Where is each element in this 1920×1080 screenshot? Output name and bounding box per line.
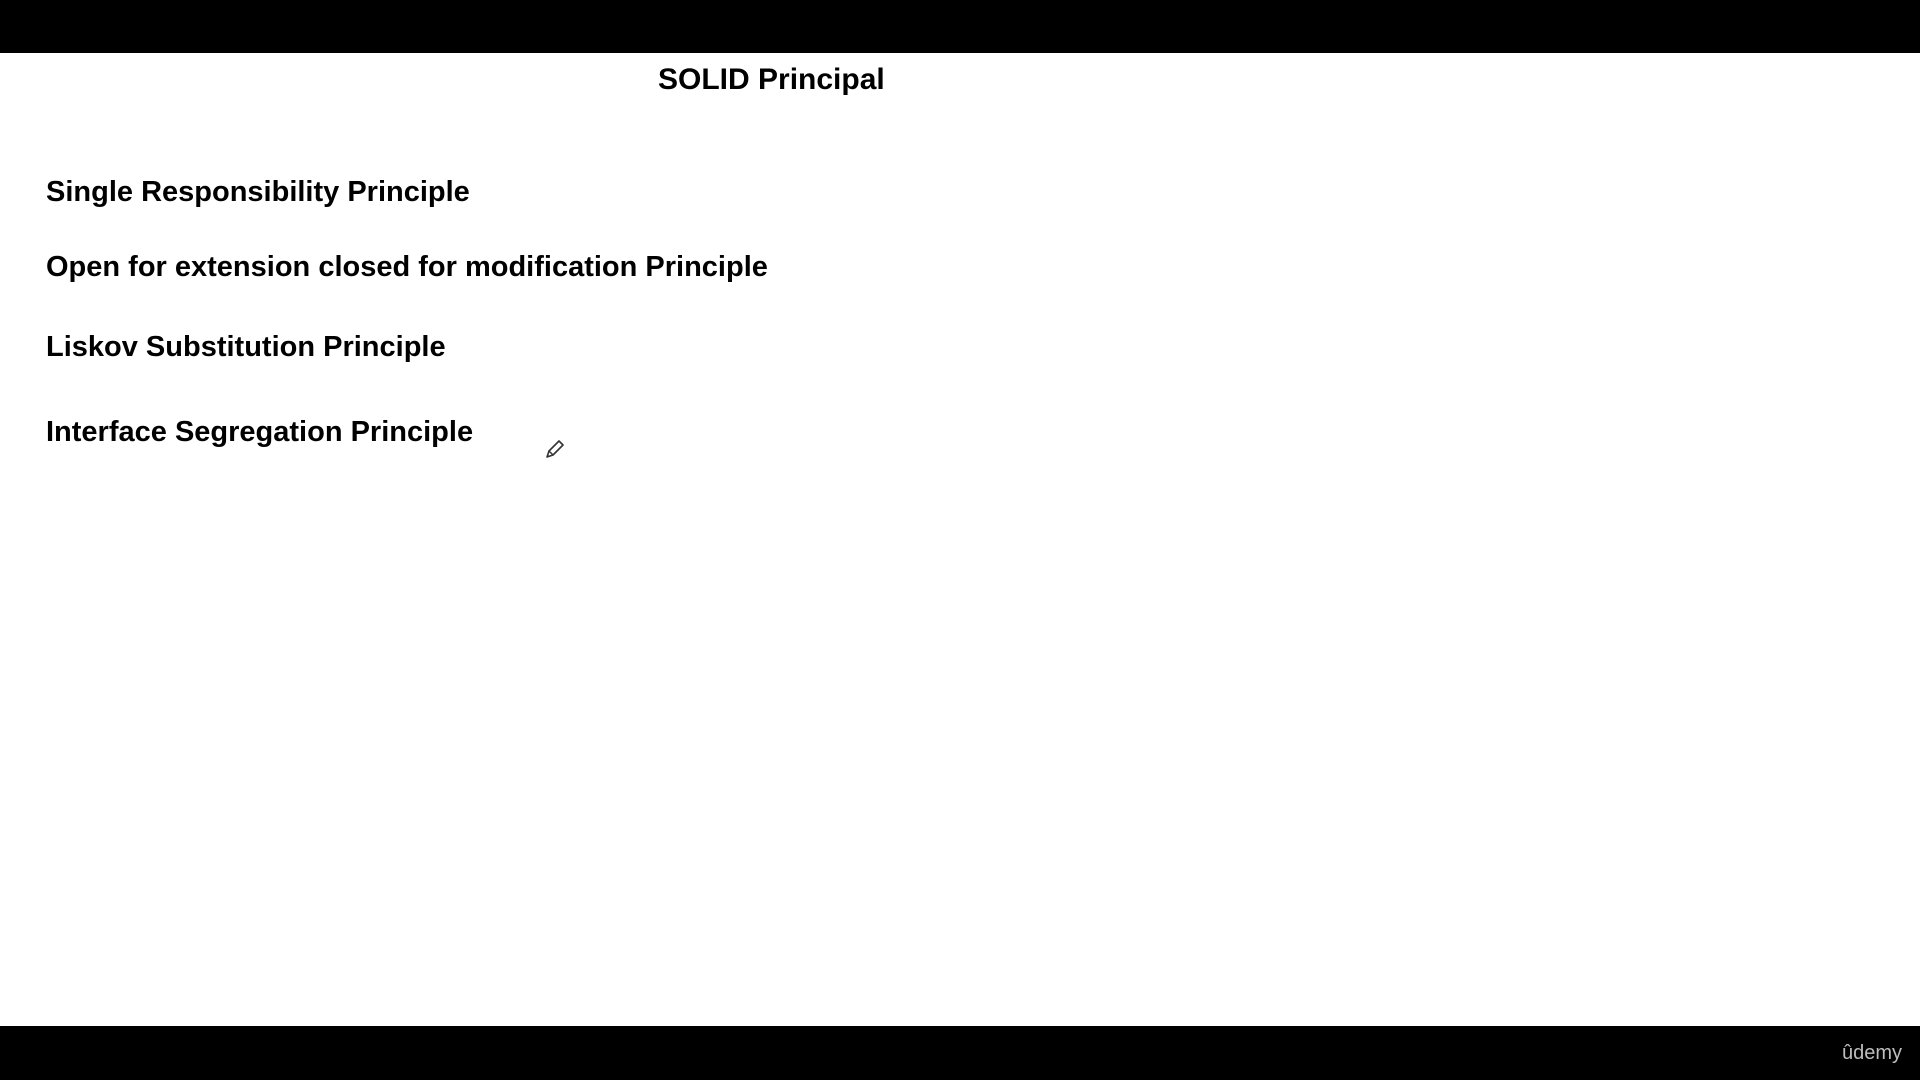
pen-icon	[543, 437, 567, 461]
udemy-brand-logo: ûdemy	[1841, 1042, 1902, 1064]
principle-item-open-closed: Open for extension closed for modification Principle	[46, 251, 768, 283]
slide-canvas	[0, 53, 1920, 1026]
principle-item-liskov-substitution: Liskov Substitution Principle	[46, 331, 446, 363]
top-letterbox-bar	[0, 0, 1920, 53]
slide-title: SOLID Principal	[658, 63, 885, 96]
bottom-player-bar	[0, 1026, 1920, 1080]
principle-item-interface-segregation: Interface Segregation Principle	[46, 416, 474, 448]
principle-item-single-responsibility: Single Responsibility Principle	[46, 176, 470, 208]
